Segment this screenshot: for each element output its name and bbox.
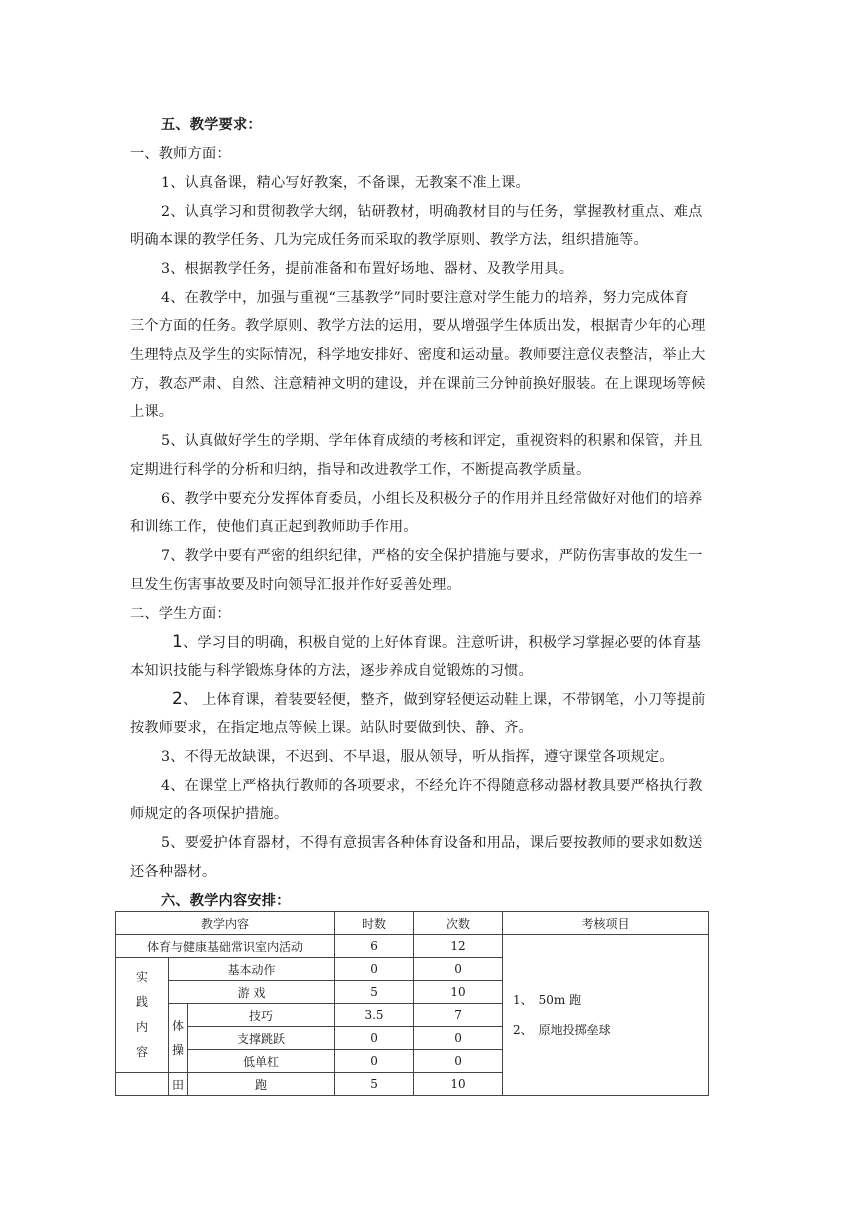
section-heading: 六、教学内容安排： (161, 893, 291, 909)
paragraph-line: 本知识技能与科学锻炼身体的方法，逐步养成自觉锻炼的习惯。 (130, 663, 533, 679)
track-group-cell: 田 (169, 1073, 188, 1096)
content-cell: 基本动作 (169, 958, 335, 981)
paragraph-line: 师规定的各项保护措施。 (130, 806, 289, 822)
paragraph-line: 3、根据教学任务，提前准备和布置好场地、器材、及教学用具。 (161, 261, 574, 277)
paragraph-line: 按教师要求，在指定地点等候上课。站队时要做到快、静、齐。 (130, 720, 533, 736)
header-cell: 考核项目 (503, 912, 709, 935)
header-cell: 时数 (335, 912, 414, 935)
list-text: 、 上体育课，着装要轻便，整齐，做到穿轻便运动鞋上课，不带钢笔，小刀等提前 (183, 692, 706, 708)
times-cell: 10 (414, 1073, 503, 1096)
subsection-heading: 二、学生方面： (130, 606, 231, 622)
paragraph-line: 还各种器材。 (130, 864, 217, 880)
times-cell: 12 (414, 935, 503, 958)
content-cell: 技巧 (188, 1004, 335, 1027)
hours-cell: 0 (335, 958, 414, 981)
hours-cell: 0 (335, 1050, 414, 1073)
list-text: 、学习目的明确，积极自觉的上好体育课。注意听讲，积极学习掌握必要的体育基 (183, 635, 701, 651)
times-cell: 10 (414, 981, 503, 1004)
exam-items-cell (503, 935, 709, 1096)
paragraph-line: 和训练工作，使他们真正起到教师助手作用。 (130, 519, 418, 535)
content-cell: 游 戏 (169, 981, 335, 1004)
paragraph-line: 方，教态严肃、自然、注意精神文明的建设，并在课前三分钟前换好服装。在上课现场等候 (130, 376, 706, 392)
table-row (116, 935, 709, 958)
paragraph-line: 5、要爱护体育器材，不得有意损害各种体育设备和用品，课后要按教师的要求如数送 (161, 835, 703, 851)
paragraph-line: 5、认真做好学生的学期、学年体育成绩的考核和评定，重视资料的积累和保管，并且 (161, 433, 703, 449)
paragraph-line: 明确本课的教学任务、几为完成任务而采取的教学原则、教学方法，组织措施等。 (130, 232, 648, 248)
exam-item: 1、 50m 跑 (513, 993, 582, 1007)
times-cell: 0 (414, 958, 503, 981)
header-cell: 教学内容 (116, 912, 335, 935)
content-cell: 支撑跳跃 (188, 1027, 335, 1050)
content-cell: 体育与健康基础常识室内活动 (116, 935, 335, 958)
hours-cell: 0 (335, 1027, 414, 1050)
paragraph-line: 4、在课堂上严格执行教师的各项要求，不经允许不得随意移动器材教具要严格执行教 (161, 778, 703, 794)
paragraph-line: 三个方面的任务。教学原则、教学方法的运用，要从增强学生体质出发，根据青少年的心理 (130, 318, 706, 334)
times-cell: 0 (414, 1027, 503, 1050)
subsection-heading: 一、教师方面： (130, 146, 231, 162)
gymnastics-group-cell: 体 操 (169, 1004, 188, 1073)
hours-cell: 6 (335, 935, 414, 958)
practice-content-cell: 实 践 内 容 (116, 958, 169, 1073)
hours-cell: 5 (335, 981, 414, 1004)
paragraph-line: 生理特点及学生的实际情况，科学地安排好、密度和运动量。教师要注意仪表整洁，举止大 (130, 347, 706, 363)
section-heading: 五、教学要求： (161, 117, 262, 133)
paragraph-line: 7、教学中要有严密的组织纪律，严格的安全保护措施与要求，严防伤害事故的发生一 (161, 548, 703, 564)
paragraph-line: 1、认真备课，精心写好教案，不备课，无教案不准上课。 (161, 175, 530, 191)
paragraph-line: 2、认真学习和贯彻教学大纲，钻研教材，明确教材目的与任务，掌握教材重点、难点 (161, 204, 703, 220)
paragraph-line: 3、不得无故缺课，不迟到、不早退，服从领导，听从指挥，遵守课堂各项规定。 (161, 749, 674, 765)
paragraph-line: 4、在教学中，加强与重视“三基教学”同时要注意对学生能力的培养，努力完成体育 (161, 290, 689, 306)
content-cell: 低单杠 (188, 1050, 335, 1073)
paragraph-line: 6、教学中要充分发挥体育委员，小组长及积极分子的作用并且经常做好对他们的培养 (161, 491, 703, 507)
hours-cell: 5 (335, 1073, 414, 1096)
hours-cell: 3.5 (335, 1004, 414, 1027)
paragraph-line: 旦发生伤害事故要及时向领导汇报并作好妥善处理。 (130, 577, 461, 593)
paragraph-line (172, 689, 706, 710)
exam-item: 2、 原地投掷垒球 (513, 1023, 611, 1037)
blank-cell (116, 1073, 169, 1096)
list-number: 1 (172, 632, 184, 652)
header-cell: 次数 (414, 912, 503, 935)
times-cell: 7 (414, 1004, 503, 1027)
times-cell: 0 (414, 1050, 503, 1073)
table-header-row (116, 912, 709, 935)
content-cell: 跑 (188, 1073, 335, 1096)
list-number: 2 (172, 689, 184, 709)
paragraph-line: 上课。 (130, 404, 174, 420)
teaching-content-table (115, 911, 709, 1096)
paragraph-line: 定期进行科学的分析和归纳，指导和改进教学工作，不断提高教学质量。 (130, 462, 591, 478)
paragraph-line (172, 632, 701, 653)
